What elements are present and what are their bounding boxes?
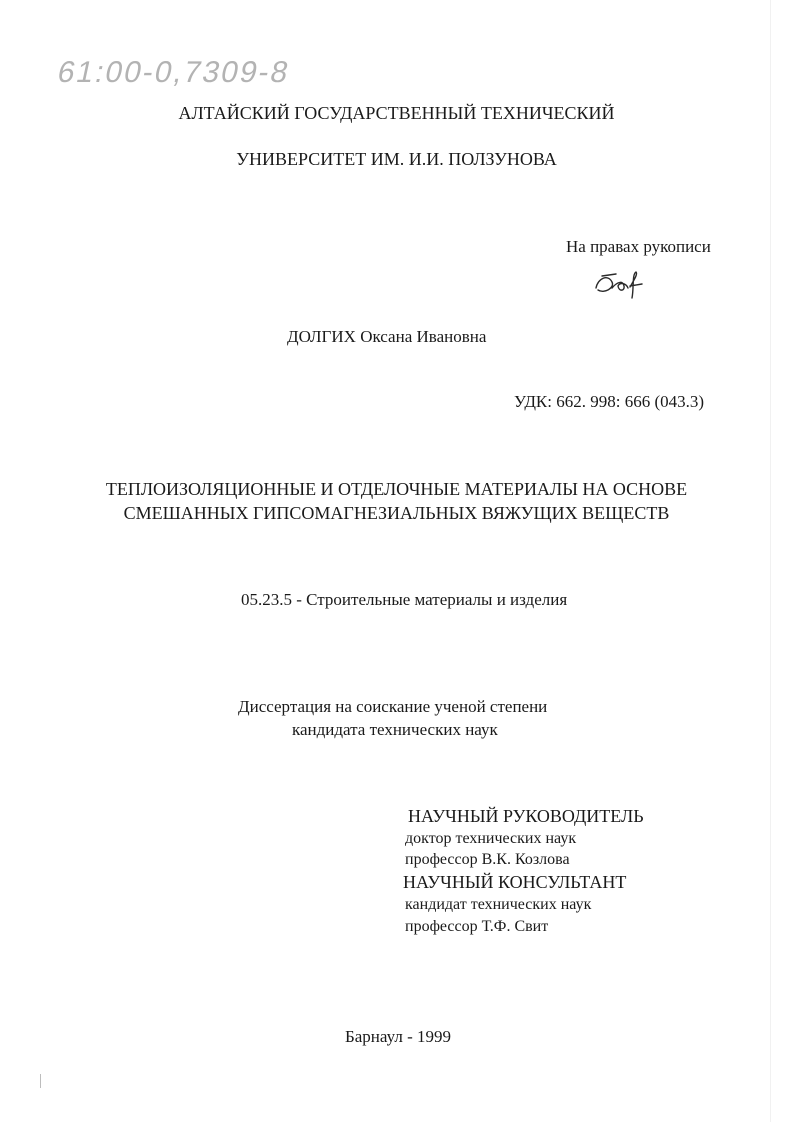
consultant-heading: НАУЧНЫЙ КОНСУЛЬТАНТ [403, 872, 627, 892]
author-name: ДОЛГИХ Оксана Ивановна [287, 327, 487, 346]
degree-line-1: Диссертация на соискание ученой степени [238, 697, 548, 716]
dissertation-title-line-1: ТЕПЛОИЗОЛЯЦИОННЫЕ И ОТДЕЛОЧНЫЕ МАТЕРИАЛЫ НА ОСНОВЕ [105, 479, 688, 499]
supervisor-name: профессор В.К. Козлова [405, 851, 570, 868]
supervisor-degree: доктор технических наук [405, 830, 577, 847]
rights-note: На правах рукописи [566, 237, 711, 256]
dissertation-title-line-2: СМЕШАННЫХ ГИПСОМАГНЕЗИАЛЬНЫХ ВЯЖУЩИХ ВЕЩЕСТВ [123, 503, 670, 523]
handwritten-signature [590, 268, 654, 302]
consultant-degree: кандидат технических наук [405, 896, 592, 913]
place-year: Барнаул - 1999 [345, 1027, 451, 1046]
supervisor-heading: НАУЧНЫЙ РУКОВОДИТЕЛЬ [408, 806, 644, 826]
specialty: 05.23.5 - Строительные материалы и изделия [241, 590, 568, 609]
institution-line-2: УНИВЕРСИТЕТ ИМ. И.И. ПОЛЗУНОВА [236, 149, 557, 169]
udc-code: УДК: 662. 998: 666 (043.3) [514, 392, 705, 411]
archive-stamp: 61:00-0,7309-8 [54, 56, 294, 89]
scan-edge-line [770, 0, 771, 1122]
institution-line-1: АЛТАЙСКИЙ ГОСУДАРСТВЕННЫЙ ТЕХНИЧЕСКИЙ [178, 103, 615, 123]
degree-line-2: кандидата технических наук [292, 720, 498, 739]
scan-edge-mark [40, 1074, 41, 1088]
consultant-name: профессор Т.Ф. Свит [405, 918, 549, 935]
